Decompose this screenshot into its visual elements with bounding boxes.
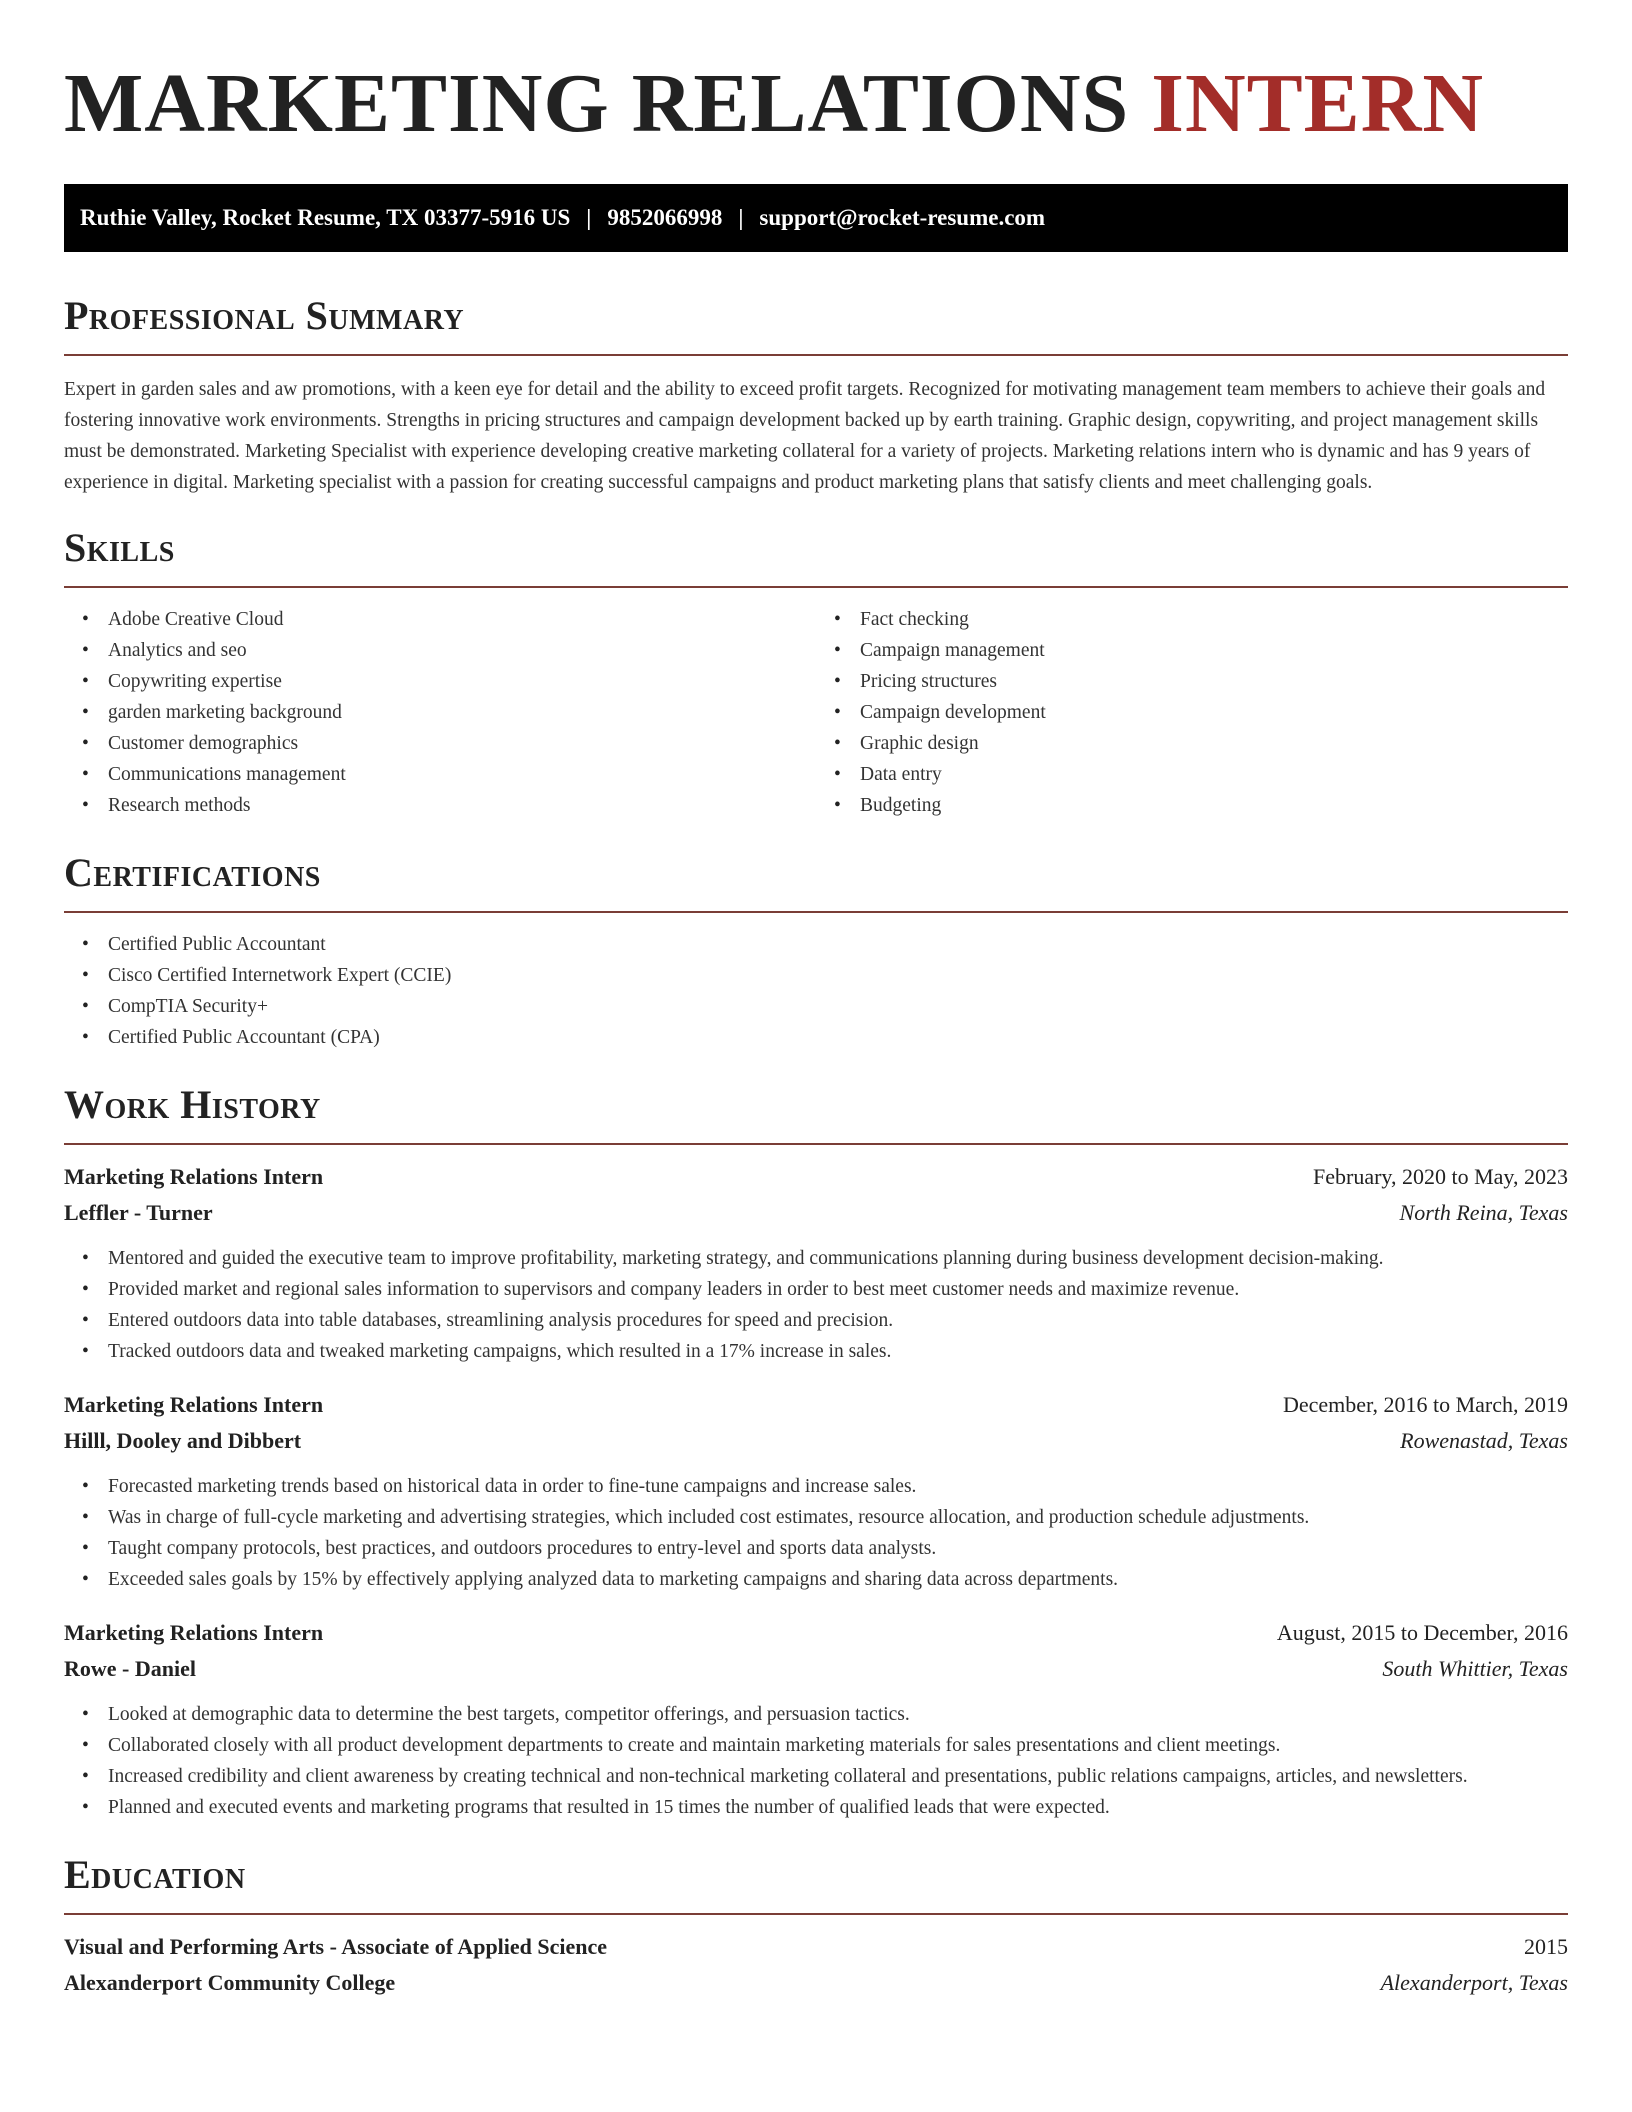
education-school: Alexanderport Community College bbox=[64, 1970, 396, 1995]
education-school-row bbox=[64, 1965, 1568, 2001]
education-year: 2015 bbox=[1524, 1934, 1568, 1959]
section-heading: Professional Summary bbox=[64, 293, 465, 338]
skill-item: • Campaign development bbox=[860, 697, 1568, 728]
certification-item: • Cisco Certified Internetwork Expert (CCIE) bbox=[108, 960, 1568, 991]
education-degree-row bbox=[64, 1929, 1568, 1965]
contact-bar bbox=[64, 184, 1568, 252]
job-title: Marketing Relations Intern bbox=[64, 1620, 324, 1645]
section-heading: Certifications bbox=[64, 850, 321, 895]
job-dates: February, 2020 to May, 2023 bbox=[1313, 1164, 1568, 1189]
contact-separator: | bbox=[738, 205, 744, 230]
job-bullet: • Taught company protocols, best practices, and outdoors procedures to entry-level and sports data analysts. bbox=[108, 1533, 1568, 1564]
skill-item: • Pricing structures bbox=[860, 666, 1568, 697]
job-title: Marketing Relations Intern bbox=[64, 1392, 324, 1417]
job-bullet: • Tracked outdoors data and tweaked marketing campaigns, which resulted in a 17% increase in sales. bbox=[108, 1336, 1568, 1367]
job-entry bbox=[64, 1159, 1568, 1367]
title-main: MARKETING RELATIONS bbox=[64, 57, 1130, 150]
resume-title bbox=[64, 0, 1568, 156]
skill-item: • Research methods bbox=[108, 790, 816, 821]
job-bullet: • Looked at demographic data to determine the best targets, competitor offerings, and persuasion tactics. bbox=[108, 1699, 1568, 1730]
job-entry bbox=[64, 1615, 1568, 1823]
job-entry bbox=[64, 1387, 1568, 1595]
skills-right-list bbox=[816, 604, 1568, 821]
title-accent: INTERN bbox=[1151, 57, 1485, 150]
section-heading: Skills bbox=[64, 525, 175, 570]
section-heading: Education bbox=[64, 1852, 246, 1897]
certification-item: • Certified Public Accountant (CPA) bbox=[108, 1022, 1568, 1053]
job-bullet: • Provided market and regional sales information to supervisors and company leaders in order to best meet customer needs and maximize revenue. bbox=[108, 1274, 1568, 1305]
certification-item: • Certified Public Accountant bbox=[108, 929, 1568, 960]
job-bullet: • Was in charge of full-cycle marketing and advertising strategies, which included cost estimates, resource allocation, and production schedule adjustments. bbox=[108, 1502, 1568, 1533]
contact-address: Ruthie Valley, Rocket Resume, TX 03377-5916 US bbox=[80, 205, 571, 230]
skills-left-list bbox=[64, 604, 816, 821]
job-bullet: • Forecasted marketing trends based on historical data in order to fine-tune campaigns and increase sales. bbox=[108, 1471, 1568, 1502]
job-bullets bbox=[64, 1699, 1568, 1823]
section-divider bbox=[64, 586, 1568, 588]
section-divider bbox=[64, 354, 1568, 356]
section-divider bbox=[64, 911, 1568, 913]
job-location: South Whittier, Texas bbox=[1382, 1656, 1568, 1681]
skill-item: • Budgeting bbox=[860, 790, 1568, 821]
job-location: Rowenastad, Texas bbox=[1400, 1428, 1568, 1453]
job-bullet: • Collaborated closely with all product development departments to create and maintain marketing materials for sales presentations and client meetings. bbox=[108, 1730, 1568, 1761]
certifications-list bbox=[64, 929, 1568, 1053]
skill-item: • Adobe Creative Cloud bbox=[108, 604, 816, 635]
skills-grid bbox=[64, 604, 1568, 821]
job-location: North Reina, Texas bbox=[1399, 1200, 1568, 1225]
skill-item: • Graphic design bbox=[860, 728, 1568, 759]
work-history-section bbox=[64, 1081, 1568, 1823]
contact-separator: | bbox=[586, 205, 592, 230]
skills-section bbox=[64, 524, 1568, 821]
certifications-section bbox=[64, 849, 1568, 1053]
job-company: Hilll, Dooley and Dibbert bbox=[64, 1428, 302, 1453]
certification-item: • CompTIA Security+ bbox=[108, 991, 1568, 1022]
summary-text: Expert in garden sales and aw promotions, with a keen eye for detail and the ability to exceed profit targets. Recognized for motivating management team members to achieve their goals and fostering innovative work environments. Strengths in pricing structures and campaign development backed up by earth training. Graphic design, copywriting, and project management skills must be demonstrated. Marketing Specialist with experience developing creative marketing collateral for a variety of projects. Marketing relations intern who is dynamic and has 9 years of experience in digital. Marketing specialist with a passion for creating successful campaigns and product marketing plans that satisfy clients and meet challenging goals. bbox=[64, 379, 1546, 493]
summary-section bbox=[64, 292, 1568, 498]
education-section bbox=[64, 1851, 1568, 2001]
skill-item: • Analytics and seo bbox=[108, 635, 816, 666]
skill-item: • Customer demographics bbox=[108, 728, 816, 759]
job-header-row bbox=[64, 1615, 1568, 1651]
job-bullet: • Increased credibility and client awareness by creating technical and non-technical marketing collateral and presentations, public relations campaigns, articles, and newsletters. bbox=[108, 1761, 1568, 1792]
contact-email: support@rocket-resume.com bbox=[759, 205, 1046, 230]
education-location: Alexanderport, Texas bbox=[1380, 1970, 1568, 1995]
job-bullet: • Planned and executed events and marketing programs that resulted in 15 times the number of qualified leads that were expected. bbox=[108, 1792, 1568, 1823]
skill-item: • Copywriting expertise bbox=[108, 666, 816, 697]
job-dates: August, 2015 to December, 2016 bbox=[1276, 1620, 1568, 1645]
section-heading: Work History bbox=[64, 1082, 321, 1127]
section-divider bbox=[64, 1913, 1568, 1915]
skill-item: • Communications management bbox=[108, 759, 816, 790]
skill-item: • Campaign management bbox=[860, 635, 1568, 666]
skill-item: • Data entry bbox=[860, 759, 1568, 790]
section-divider bbox=[64, 1143, 1568, 1145]
job-company-row bbox=[64, 1423, 1568, 1459]
job-bullets bbox=[64, 1471, 1568, 1595]
skill-item: • garden marketing background bbox=[108, 697, 816, 728]
job-company-row bbox=[64, 1651, 1568, 1687]
contact-phone: 9852066998 bbox=[607, 205, 723, 230]
job-title: Marketing Relations Intern bbox=[64, 1164, 324, 1189]
job-company: Rowe - Daniel bbox=[64, 1656, 196, 1681]
job-header-row bbox=[64, 1387, 1568, 1423]
job-bullet: • Exceeded sales goals by 15% by effectively applying analyzed data to marketing campaigns and sharing data across departments. bbox=[108, 1564, 1568, 1595]
job-bullet: • Entered outdoors data into table databases, streamlining analysis procedures for speed and precision. bbox=[108, 1305, 1568, 1336]
education-degree: Visual and Performing Arts - Associate of Applied Science bbox=[64, 1934, 608, 1959]
job-company: Leffler - Turner bbox=[64, 1200, 213, 1225]
job-company-row bbox=[64, 1195, 1568, 1231]
job-bullet: • Mentored and guided the executive team to improve profitability, marketing strategy, and communications planning during business development decision-making. bbox=[108, 1243, 1568, 1274]
job-bullets bbox=[64, 1243, 1568, 1367]
skill-item: • Fact checking bbox=[860, 604, 1568, 635]
job-header-row bbox=[64, 1159, 1568, 1195]
education-entry bbox=[64, 1929, 1568, 2001]
job-dates: December, 2016 to March, 2019 bbox=[1282, 1392, 1568, 1417]
